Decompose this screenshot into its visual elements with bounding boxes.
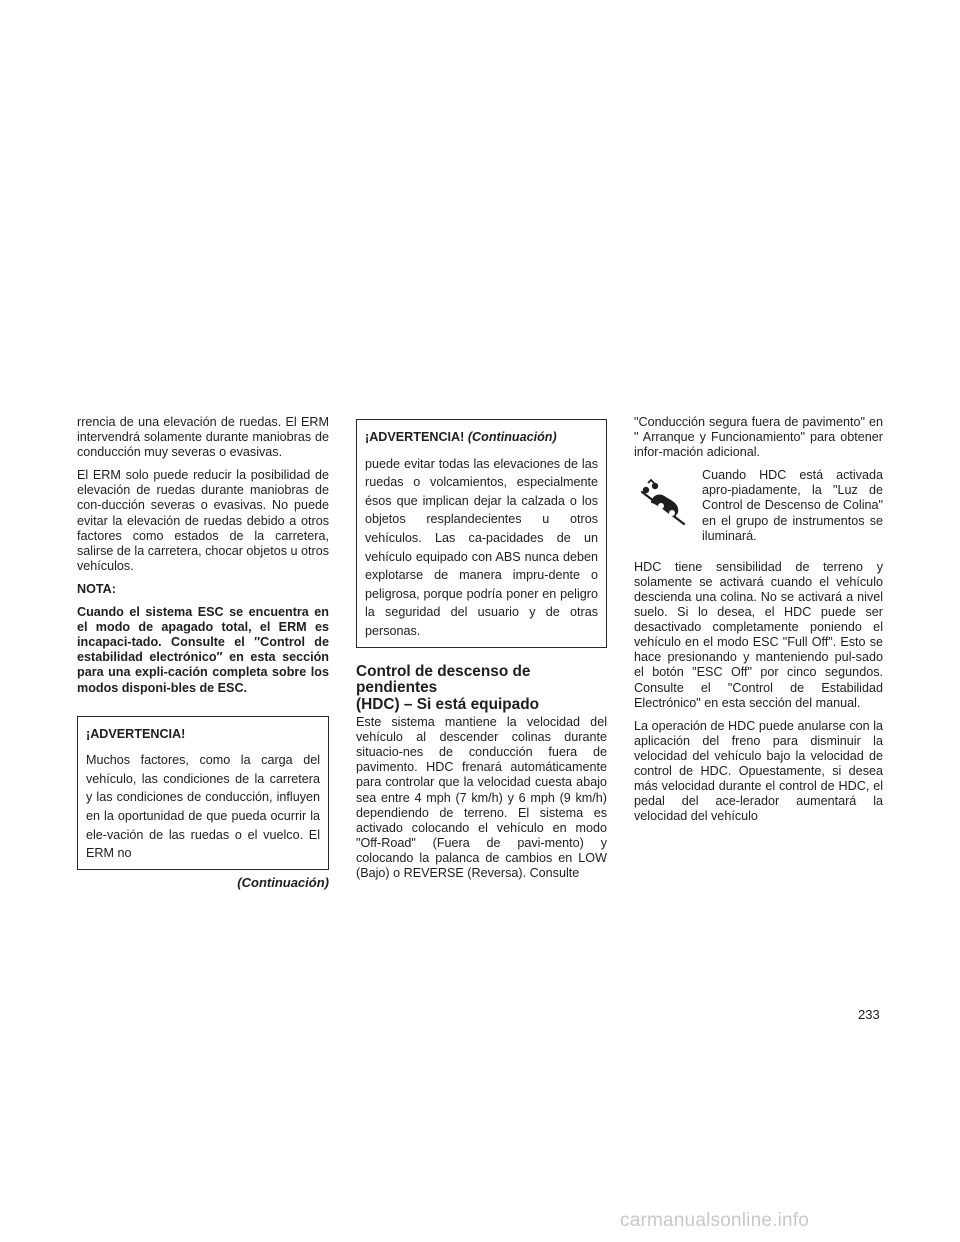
- column-left: [77, 415, 329, 890]
- warning-box-continued: [356, 419, 607, 648]
- section-heading-line1: Control de descenso de pendientes: [356, 662, 531, 697]
- warning-text: puede evitar todas las elevaciones de las ruedas o volcamientos, especialmente ésos que implican dejar la calzada o los objetos resplandecientes u otros vehículos. Las ca-pacidades de un vehículo equipado con ABS nunca deben explotarse de manera impru-dente o peligrosa, porque podría poner en peligro la seguridad del usuario y de otras personas.: [365, 456, 598, 638]
- paragraph: rrencia de una elevación de ruedas. El ERM intervendrá solamente durante maniobras de conducción muy severas o evasivas.: [77, 415, 329, 460]
- section-heading: [356, 664, 607, 714]
- note-label: NOTA:: [77, 581, 116, 596]
- column-middle: [356, 415, 607, 889]
- warning-title-text: ¡ADVERTENCIA!: [365, 430, 465, 444]
- paragraph: HDC tiene sensibilidad de terreno y solamente se activará cuando el vehículo descienda una colina. No se activará a nivel suelo. Si lo desea, el HDC puede ser desactivado completamente poniendo el vehículo en el modo ESC "Full Off". Esto se hace presionando y manteniendo pul-sado el botón "ESC Off" por cinco segundos. Consulte el "Control de Estabilidad Electrónico" en esta sección del manual.: [634, 559, 883, 710]
- warning-text: Muchos factores, como la carga del vehículo, las condiciones de la carretera y las condiciones de conducción, influyen en la oportunidad de que pueda ocurrir la ele-vación de las ruedas o el vuelco. El ERM no: [86, 753, 320, 861]
- column-right: [634, 415, 883, 832]
- hill-descent-control-icon: [634, 478, 692, 533]
- section-heading-line2: (HDC) – Si está equipado: [356, 695, 540, 713]
- watermark: carmanualsonline.info: [620, 1210, 810, 1231]
- warning-title: [365, 428, 598, 447]
- page-number: 233: [858, 1007, 880, 1022]
- icon-paragraph: [634, 468, 883, 551]
- warning-continued-label: (Continuación): [467, 430, 557, 444]
- continued-label: (Continuación): [237, 874, 329, 890]
- warning-title: ¡ADVERTENCIA!: [86, 726, 186, 741]
- warning-box: [77, 716, 329, 870]
- icon-description: Cuando HDC está activada apro-piadamente, la "Luz de Control de Descenso de Colina" en el grupo de instrumentos se iluminará.: [702, 468, 883, 543]
- paragraph: La operación de HDC puede anularse con la aplicación del freno para disminuir la velocidad del vehículo bajo la velocidad de control de HDC. Opuestamente, si desea más velocidad durante el control de HDC, el pedal del ace-lerador aumentará la velocidad del vehículo: [634, 718, 883, 824]
- paragraph: "Conducción segura fuera de pavimento" en " Arranque y Funcionamiento" para obtener infor-mación adicional.: [634, 415, 883, 460]
- note-text: Cuando el sistema ESC se encuentra en el modo de apagado total, el ERM es incapaci-tado. Consulte el ″Control de estabilidad electrónico″ en esta sección para una expli-cación completa sobre los modos disponi-bles de ESC.: [77, 605, 329, 695]
- paragraph: El ERM solo puede reducir la posibilidad de elevación de ruedas durante maniobras de con-ducción severas o evasivas. No puede evitar la elevación de ruedas debido a otros factores como estados de la carretera, salirse de la carretera, chocar objetos u otros vehículos.: [77, 468, 329, 573]
- paragraph: Este sistema mantiene la velocidad del vehículo al descender colinas durante situacio-nes de conducción fuera de pavimento. HDC frenará automáticamente para controlar que la velocidad cuesta abajo sea entre 4 mph (7 km/h) y 6 mph (9 km/h) dependiendo de terreno. El sistema es activado colocando el vehículo en modo "Off-Road" (Fuera de pavi-mento) y colocando la palanca de cambios en LOW (Bajo) o REVERSE (Reversa). Consulte: [356, 715, 607, 880]
